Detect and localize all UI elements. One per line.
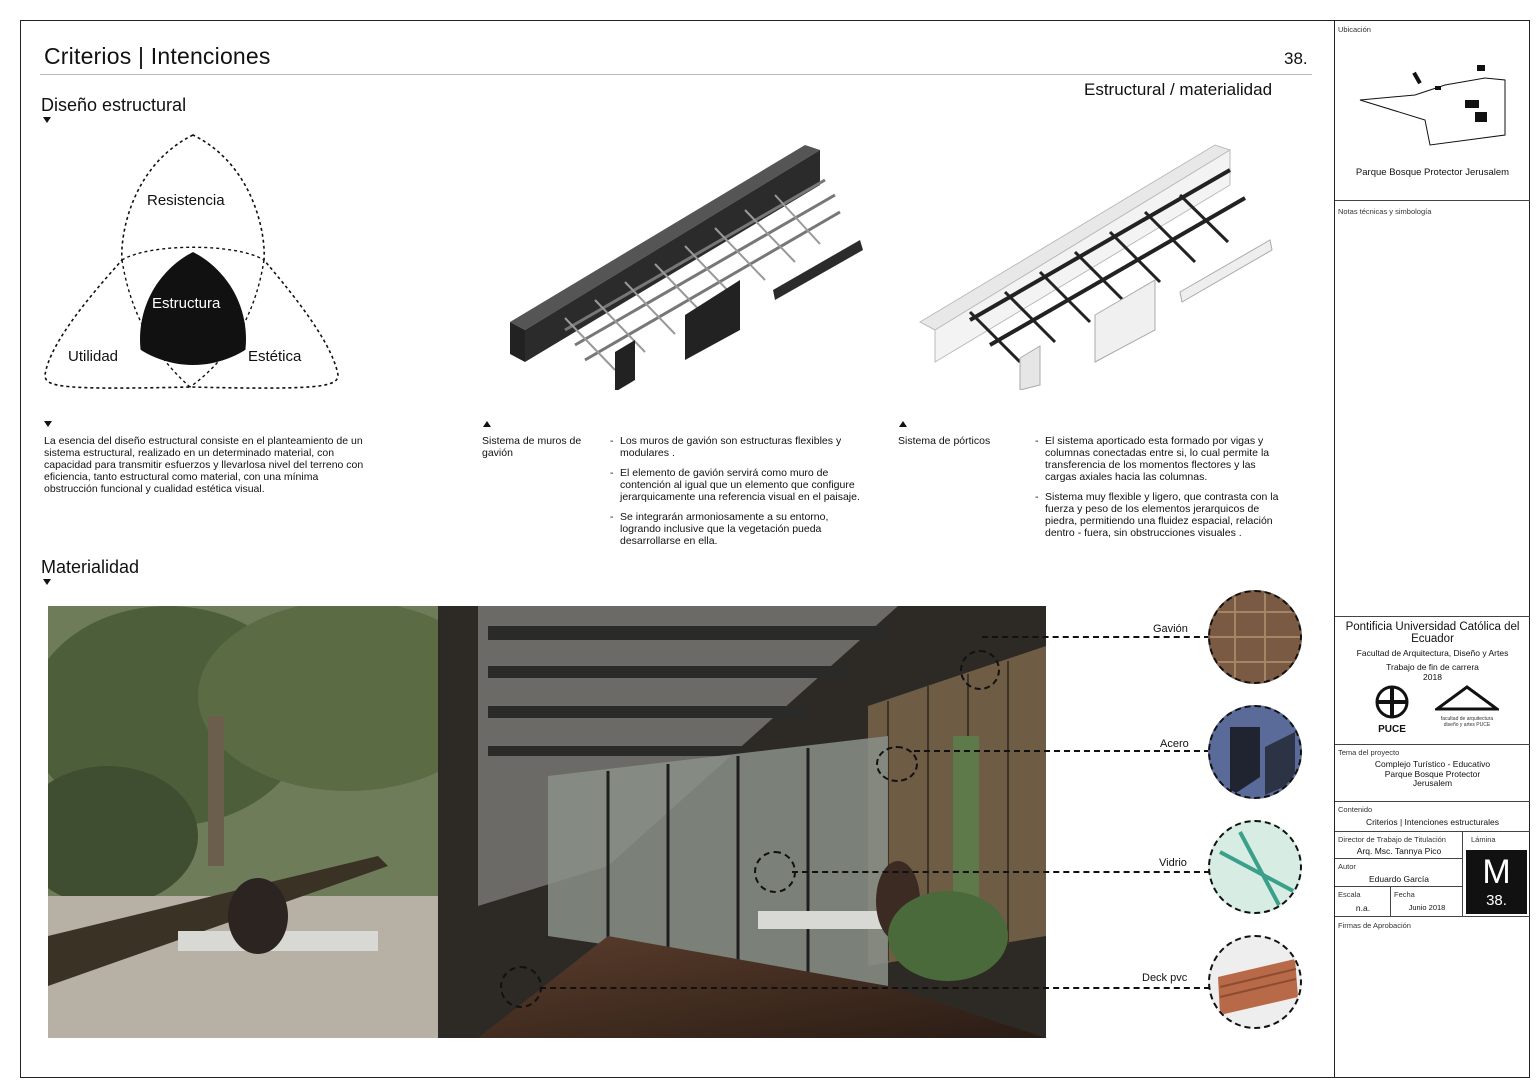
faculty-name: Facultad de Arquitectura, Diseño y Artes: [1356, 648, 1509, 658]
location-name: Parque Bosque Protector Jerusalem: [1355, 167, 1510, 178]
escala-cell: [1335, 887, 1391, 917]
porticos-bullet: - El sistema aporticado esta formado por vigas y columnas conectadas entre si, lo cual permite la transferencia de los momentos flectores y las cargas axiales hacia las columnas.: [1035, 435, 1285, 483]
porticos-bullets: [1035, 435, 1285, 547]
contenido-cell: [1335, 802, 1530, 832]
tema-value: Complejo Turístico - Educativo Parque Bosque Protector Jerusalem: [1374, 759, 1491, 788]
venn-label-left: Utilidad: [68, 348, 119, 365]
page-title: Criterios | Intenciones: [44, 43, 271, 69]
material-label-vidrio: Vidrio: [1159, 857, 1187, 869]
section-subtitle: Estructural / materialidad: [1084, 80, 1273, 99]
escala-value: n.a.: [1355, 903, 1371, 913]
down-arrow-icon: [44, 421, 52, 427]
deck-leader-line: [540, 987, 1210, 989]
title-block-panel: [1334, 20, 1530, 1078]
contenido-value: Criterios | Intenciones estructurales: [1365, 817, 1500, 827]
location-map: [1355, 60, 1515, 155]
down-arrow-icon: [43, 117, 51, 123]
gavion-label: Sistema de muros de gavión: [482, 435, 582, 459]
title-underline: [40, 74, 1312, 75]
gavion-bullet: - El elemento de gavión servirá como muro de contención al igual que un elemento que configure jerarquicamente una referencia visual en el paisaje.: [610, 467, 860, 503]
up-arrow-icon: [899, 421, 907, 427]
university-name: Pontificia Universidad Católica del Ecuador: [1345, 621, 1520, 645]
porticos-bullet: - Sistema muy flexible y ligero, que contrasta con la fuerza y peso de los elementos jerarquicos de piedra, permitiendo una fluidez espacial, relación dentro - fuera, sin obstrucciones visuales .: [1035, 491, 1285, 539]
lamina-letter: M: [1482, 853, 1511, 891]
down-arrow-icon: [43, 579, 51, 585]
fecha-cell: [1391, 887, 1463, 917]
acero-marker: [876, 746, 918, 782]
gavion-bullets: [610, 435, 860, 555]
director-label: Director de Trabajo de Titulación: [1338, 835, 1446, 844]
gavion-bullet: - Los muros de gavión son estructuras flexibles y modulares .: [610, 435, 860, 459]
autor-label: Autor: [1338, 862, 1356, 871]
autor-cell: [1335, 859, 1463, 887]
notas-cell: [1335, 201, 1530, 617]
puce-logo: PUCE: [1367, 685, 1417, 733]
ubicacion-label: Ubicación: [1338, 25, 1371, 34]
vidrio-swatch: [1208, 820, 1302, 914]
fecha-label: Fecha: [1394, 890, 1415, 899]
faculty-logo: facultad de arquitectura diseño y artes PUCE: [1435, 685, 1499, 733]
notas-label: Notas técnicas y simbología: [1338, 207, 1432, 216]
materialidad-render-image: [48, 606, 1046, 1038]
acero-swatch: [1208, 705, 1302, 799]
venn-label-center: Estructura: [152, 295, 221, 312]
porticos-label: Sistema de pórticos: [898, 435, 991, 447]
material-label-acero: Acero: [1160, 738, 1189, 750]
gavion-bullet: - Se integrarán armoniosamente a su entorno, logrando inclusive que la vegetación pueda desarrollarse en ella.: [610, 511, 860, 547]
thesis-label: Trabajo de fin de carrera: [1386, 662, 1479, 672]
gavion-marker: [960, 650, 1000, 690]
firmas-label: Firmas de Aprobación: [1338, 921, 1411, 930]
director-cell: [1335, 832, 1463, 859]
ubicacion-cell: [1335, 20, 1530, 201]
deck-swatch: [1208, 935, 1302, 1029]
fecha-value: Junio 2018: [1408, 903, 1446, 912]
gavion-swatch: [1208, 590, 1302, 684]
lamina-badge: [1466, 850, 1527, 914]
diseno-heading: Diseño estructural: [41, 95, 187, 115]
deck-marker: [500, 966, 542, 1008]
university-cell: [1335, 617, 1530, 745]
thesis-year: 2018: [1423, 672, 1442, 682]
director-value: Arq. Msc. Tannya Pico: [1356, 846, 1442, 856]
gavion-isometric-diagram: [495, 140, 875, 390]
material-label-gavion: Gavión: [1153, 623, 1188, 635]
lamina-cell: [1463, 832, 1530, 917]
vidrio-marker: [754, 851, 796, 893]
up-arrow-icon: [483, 421, 491, 427]
vidrio-leader-line: [792, 871, 1210, 873]
venn-label-right: Estética: [248, 348, 302, 365]
escala-label: Escala: [1338, 890, 1361, 899]
material-label-deck: Deck pvc: [1142, 972, 1188, 984]
autor-value: Eduardo García: [1368, 874, 1429, 884]
lamina-label: Lámina: [1471, 835, 1496, 844]
acero-leader-line: [914, 750, 1210, 752]
page-number: 38.: [1284, 49, 1308, 68]
lamina-number: 38.: [1486, 892, 1507, 909]
tema-label: Tema del proyecto: [1338, 748, 1400, 757]
contenido-label: Contenido: [1338, 805, 1373, 814]
porticos-isometric-diagram: [910, 140, 1280, 390]
tema-cell: [1335, 745, 1530, 802]
diseno-paragraph: La esencia del diseño estructural consiste en el planteamiento de un sistema estructural, realizado en un determinado material, con capacidad para transmitir esfuerzos y llevarlosa nivel del terreno con eficiencia, tanto estructural como material, con una mínima obstrucción funcional y cualidad estética visual.: [44, 435, 364, 495]
venn-label-top: Resistencia: [147, 192, 225, 209]
gavion-leader-line: [982, 636, 1210, 638]
materialidad-heading: Materialidad: [41, 557, 140, 577]
